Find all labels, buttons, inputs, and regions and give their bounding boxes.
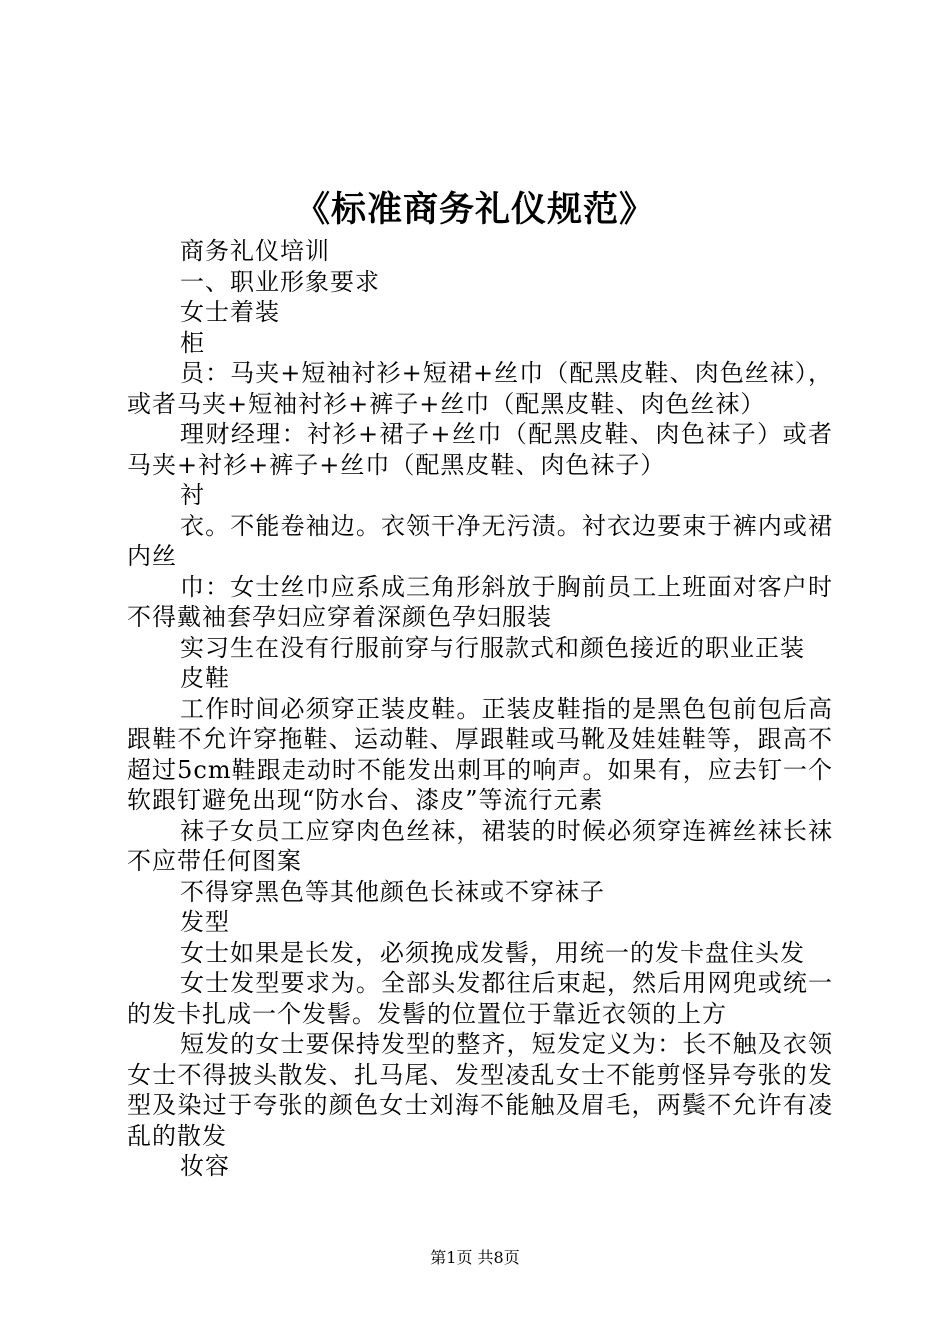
paragraph: 不得穿黑色等其他颜色长袜或不穿袜子	[180, 877, 605, 906]
paragraph: 皮鞋	[180, 664, 230, 692]
paragraph: 短发的女士要保持发型的整齐，短发定义为：长不触及衣领女士不得披头散发、扎马尾、发型凌乱女士不能剪怪异夸张的发型及染过于夸张的颜色女士刘海不能触及眉毛，两鬓不允许有凌乱的散发	[127, 1030, 833, 1150]
paragraph: 员：马夹+短袖衬衫+短裙+丝巾（配黑皮鞋、肉色丝袜），或者马夹+短袖衬衫+裤子+丝巾（配黑皮鞋、肉色丝袜）	[127, 359, 833, 418]
paragraph: 工作时间必须穿正装皮鞋。正装皮鞋指的是黑色包前包后高跟鞋不允许穿拖鞋、运动鞋、厚跟鞋或马靴及娃娃鞋等，跟高不超过5cm鞋跟走动时不能发出刺耳的响声。如果有，应去钉一个软跟钉避免出现“防水台、漆皮”等流行元素	[127, 694, 833, 814]
paragraph: 衣。不能卷袖边。衣领干净无污渍。衬衣边要束于裤内或裙内丝	[127, 511, 833, 570]
paragraph: 柜	[180, 328, 205, 357]
paragraph: 巾：女士丝巾应系成三角形斜放于胸前员工上班面对客户时不得戴袖套孕妇应穿着深颜色孕妇服装	[127, 572, 833, 631]
page-footer: 第1页 共8页	[430, 1248, 520, 1267]
paragraph: 发型	[180, 908, 230, 936]
paragraph: 理财经理：衬衫+裙子+丝巾（配黑皮鞋、肉色袜子）或者马夹+衬衫+裤子+丝巾（配黑皮鞋、肉色袜子）	[127, 420, 833, 479]
paragraph: 商务礼仪培训	[180, 237, 330, 265]
paragraph: 妆容	[180, 1152, 230, 1180]
paragraph: 女士着装	[180, 298, 280, 326]
paragraph: 女士发型要求为。全部头发都往后束起，然后用网兜或统一的发卡扎成一个发髻。发髻的位置位于靠近衣领的上方	[127, 969, 833, 1028]
document-body	[127, 236, 833, 1182]
paragraph: 衬	[180, 481, 205, 509]
paragraph: 一、职业形象要求	[180, 267, 380, 296]
paragraph: 女士如果是长发，必须挽成发髻，用统一的发卡盘住头发	[180, 938, 805, 967]
document-title: 《标准商务礼仪规范》	[294, 189, 655, 230]
paragraph: 袜子女员工应穿肉色丝袜，裙装的时候必须穿连裤丝袜长袜不应带任何图案	[127, 816, 833, 875]
paragraph: 实习生在没有行服前穿与行服款式和颜色接近的职业正装	[180, 633, 805, 662]
